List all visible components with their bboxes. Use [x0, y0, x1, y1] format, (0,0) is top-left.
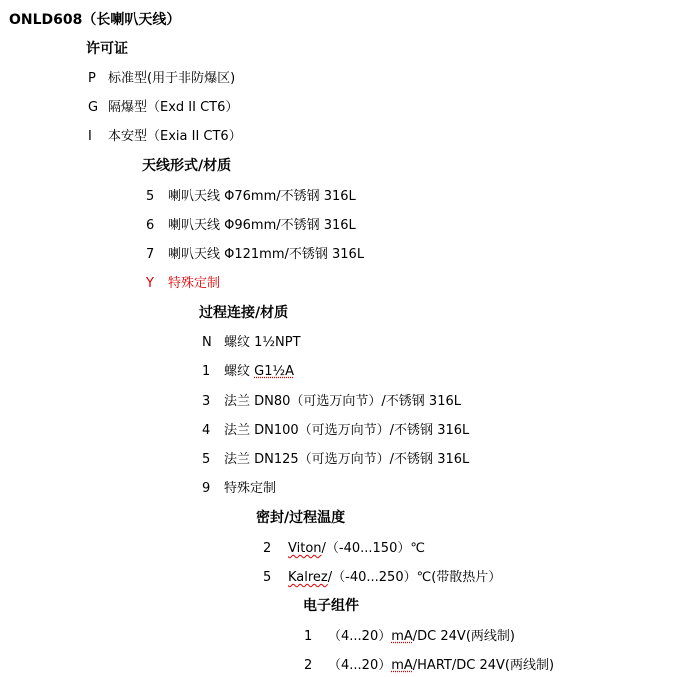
item-code: 9	[202, 481, 211, 496]
item-code: 5	[263, 570, 272, 585]
item-code: G	[88, 100, 99, 115]
item-description: 本安型（Exia II CT6）	[108, 129, 242, 144]
item-description	[328, 658, 554, 674]
list-item-license-i	[88, 129, 242, 145]
list-item-antenna-6	[146, 218, 356, 234]
spellcheck-marked-text: mA	[391, 629, 413, 644]
item-description	[288, 541, 425, 557]
document-title: ONLD608（长喇叭天线）	[9, 12, 181, 28]
list-item-electronics-2	[304, 658, 555, 674]
item-description	[288, 570, 501, 586]
item-code: 2	[304, 658, 313, 673]
item-code: Y	[146, 276, 154, 291]
list-item-antenna-5	[146, 189, 356, 205]
list-item-antenna-y	[146, 276, 221, 292]
item-code: 5	[202, 452, 211, 467]
item-description: 螺纹 1½NPT	[224, 335, 301, 350]
list-item-electronics-1	[304, 629, 515, 645]
list-item-process-5	[202, 452, 470, 468]
item-code: 1	[202, 364, 211, 379]
item-description-prefix: （4...20）	[328, 658, 392, 673]
item-code: 1	[304, 629, 313, 644]
item-code: 5	[146, 189, 155, 204]
list-item-license-p	[88, 71, 236, 87]
section-heading-license: 许可证	[86, 41, 128, 57]
item-description	[328, 629, 515, 645]
spellcheck-marked-text: mA	[391, 658, 413, 673]
item-description: 喇叭天线 Φ76mm/不锈钢 316L	[168, 189, 356, 204]
item-description-prefix: （4...20）	[328, 629, 392, 644]
list-item-process-3	[202, 394, 461, 410]
item-description-suffix: /HART/DC 24V(两线制)	[412, 658, 555, 673]
spellcheck-marked-text: Viton	[288, 541, 322, 556]
item-code: 6	[146, 218, 155, 233]
item-code: 4	[202, 423, 211, 438]
section-heading-seal: 密封/过程温度	[256, 510, 346, 526]
item-description: 法兰 DN125（可选万向节）/不锈钢 316L	[224, 452, 470, 467]
list-item-process-9	[202, 481, 277, 497]
list-item-seal-5	[263, 570, 502, 586]
list-item-process-n	[202, 335, 301, 351]
item-code: I	[88, 129, 92, 144]
item-code: 3	[202, 394, 211, 409]
item-description-suffix: /DC 24V(两线制)	[412, 629, 515, 644]
list-item-process-1	[202, 364, 294, 380]
item-description: 喇叭天线 Φ96mm/不锈钢 316L	[168, 218, 356, 233]
list-item-license-g	[88, 100, 239, 116]
list-item-antenna-7	[146, 247, 365, 263]
item-code: 7	[146, 247, 155, 262]
item-code: P	[88, 71, 96, 86]
section-heading-electronics: 电子组件	[303, 598, 359, 614]
item-description-suffix: /（-40...250）℃(带散热片）	[327, 570, 502, 585]
item-description-suffix: /（-40...150）℃	[321, 541, 425, 556]
list-item-process-4	[202, 423, 470, 439]
item-code: 2	[263, 541, 272, 556]
spellcheck-marked-text: Kalrez	[288, 570, 328, 585]
item-description: 隔爆型（Exd II CT6）	[108, 100, 239, 115]
section-heading-antenna: 天线形式/材质	[142, 158, 232, 174]
item-description: 法兰 DN100（可选万向节）/不锈钢 316L	[224, 423, 470, 438]
item-description: 法兰 DN80（可选万向节）/不锈钢 316L	[224, 394, 461, 409]
item-code: N	[202, 335, 212, 350]
item-description-prefix: 螺纹	[224, 364, 255, 379]
item-description: 标准型(用于非防爆区)	[108, 71, 236, 86]
item-description: 喇叭天线 Φ121mm/不锈钢 316L	[168, 247, 365, 262]
item-description	[224, 364, 294, 380]
list-item-seal-2	[263, 541, 425, 557]
item-description: 特殊定制	[224, 481, 277, 496]
spellcheck-marked-text: G1½A	[254, 364, 294, 379]
section-heading-process: 过程连接/材质	[199, 305, 289, 321]
item-description: 特殊定制	[168, 276, 221, 291]
